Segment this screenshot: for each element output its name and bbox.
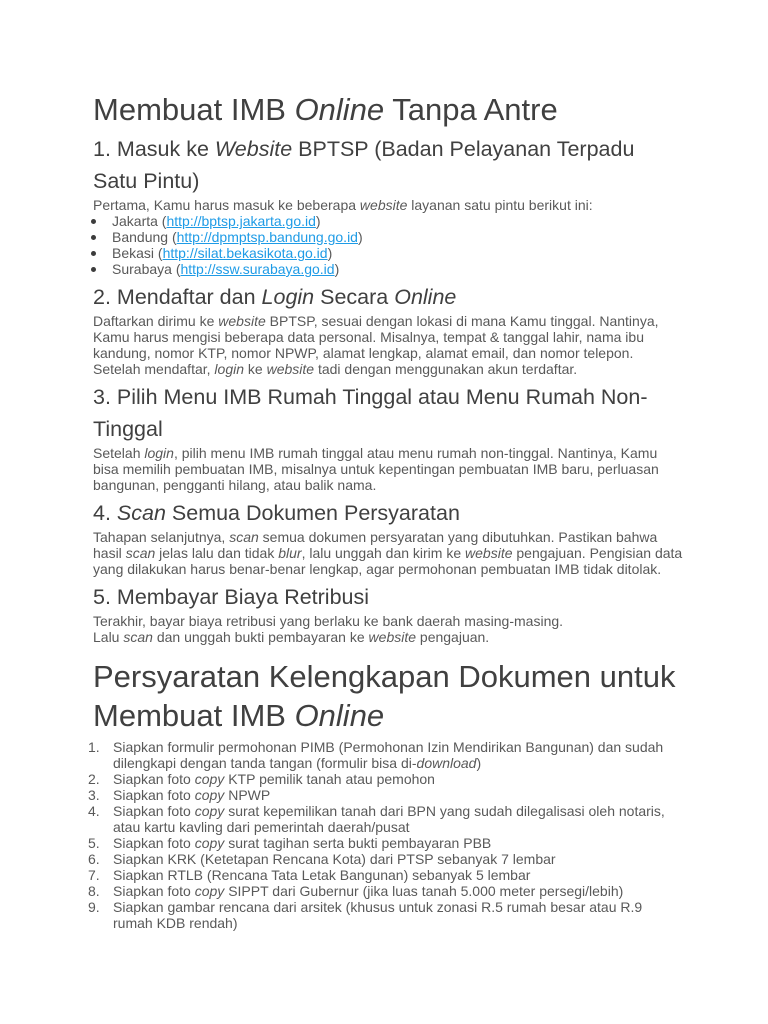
- section-1-intro: Pertama, Kamu harus masuk ke beberapa website layanan satu pintu berikut ini:: [93, 197, 593, 213]
- list-item: Bandung (http://dpmptsp.bandung.go.id): [93, 229, 683, 245]
- page-title: Membuat IMB Online Tanpa Antre: [93, 92, 558, 127]
- section-5-paragraph-2: Lalu scan dan unggah bukti pembayaran ke website pengajuan.: [93, 629, 490, 645]
- list-item: Jakarta (http://bptsp.jakarta.go.id): [93, 213, 683, 229]
- website-link[interactable]: http://dpmptsp.bandung.go.id: [176, 229, 358, 245]
- list-item: 3. Siapkan foto copy NPWP: [88, 787, 271, 803]
- list-item: Bekasi (http://silat.bekasikota.go.id): [93, 245, 683, 261]
- section-heading-4: 4. Scan Semua Dokumen Persyaratan: [93, 501, 460, 525]
- list-item: 5. Siapkan foto copy surat tagihan serta bukti pembayaran PBB: [88, 835, 492, 851]
- section-2-paragraph-1: Daftarkan dirimu ke website BPTSP, sesuai dengan lokasi di mana Kamu tinggal. Nantinya, Kamu harus mengisi beberapa data personal. Misalnya, tempat & tanggal lahir, nama ibu kandung, nomor KTP, nomor NPWP, alamat lengkap, alamat email, dan nomor telepon.: [93, 313, 659, 361]
- section-3-paragraph: Setelah login, pilih menu IMB rumah tinggal atau menu rumah non-tinggal. Nantinya, Kamu bisa memilih pembuatan IMB, misalnya untuk kepentingan pembuatan IMB baru, perluasan bangunan, pengganti hilang, atau balik nama.: [93, 445, 659, 493]
- requirements-title: Persyaratan Kelengkapan Dokumen untuk Membuat IMB Online: [93, 659, 676, 733]
- bullet-icon: [91, 219, 96, 224]
- section-4-paragraph: Tahapan selanjutnya, scan semua dokumen persyaratan yang dibutuhkan. Pastikan bahwa hasil scan jelas lalu dan tidak blur, lalu unggah dan kirim ke website pengajuan. Pengisian data yang dilakukan harus benar-benar lengkap, agar permohonan pembuatan IMB tidak ditolak.: [93, 529, 683, 577]
- list-item: 6. Siapkan KRK (Ketetapan Rencana Kota) dari PTSP sebanyak 7 lembar: [88, 851, 556, 867]
- document-page: [88, 90, 683, 931]
- list-item: 8. Siapkan foto copy SIPPT dari Gubernur (jika luas tanah 5.000 meter persegi/lebih): [88, 883, 624, 899]
- section-5-paragraph-1: Terakhir, bayar biaya retribusi yang berlaku ke bank daerah masing-masing.: [93, 613, 564, 629]
- list-item: Surabaya (http://ssw.surabaya.go.id): [93, 261, 683, 277]
- section-heading-2: 2. Mendaftar dan Login Secara Online: [93, 285, 457, 309]
- section-heading-1: 1. Masuk ke Website BPTSP (Badan Pelayanan Terpadu Satu Pintu): [93, 137, 635, 193]
- requirements-list: [88, 739, 683, 931]
- section-2-paragraph-2: Setelah mendaftar, login ke website tadi dengan menggunakan akun terdaftar.: [93, 361, 578, 377]
- bullet-icon: [91, 267, 96, 272]
- list-item: 2. Siapkan foto copy KTP pemilik tanah atau pemohon: [88, 771, 435, 787]
- list-item: 9. Siapkan gambar rencana dari arsitek (khusus untuk zonasi R.5 rumah besar atau R.9 rumah KDB rendah): [88, 899, 643, 931]
- website-link[interactable]: http://silat.bekasikota.go.id: [162, 245, 328, 261]
- website-list: [93, 213, 683, 277]
- list-item: 1. Siapkan formulir permohonan PIMB (Permohonan Izin Mendirikan Bangunan) dan sudah dilengkapi dengan tanda tangan (formulir bisa di-download): [88, 739, 664, 771]
- section-heading-5: 5. Membayar Biaya Retribusi: [93, 585, 370, 609]
- bullet-icon: [91, 251, 96, 256]
- website-link[interactable]: http://ssw.surabaya.go.id: [180, 261, 335, 277]
- list-item: 4. Siapkan foto copy surat kepemilikan tanah dari BPN yang sudah dilegalisasi oleh notaris, atau kartu kavling dari pemerintah daerah/pusat: [88, 803, 665, 835]
- bullet-icon: [91, 235, 96, 240]
- list-item: 7. Siapkan RTLB (Rencana Tata Letak Bangunan) sebanyak 5 lembar: [88, 867, 531, 883]
- website-link[interactable]: http://bptsp.jakarta.go.id: [166, 213, 316, 229]
- section-heading-3: 3. Pilih Menu IMB Rumah Tinggal atau Menu Rumah Non-Tinggal: [93, 385, 648, 441]
